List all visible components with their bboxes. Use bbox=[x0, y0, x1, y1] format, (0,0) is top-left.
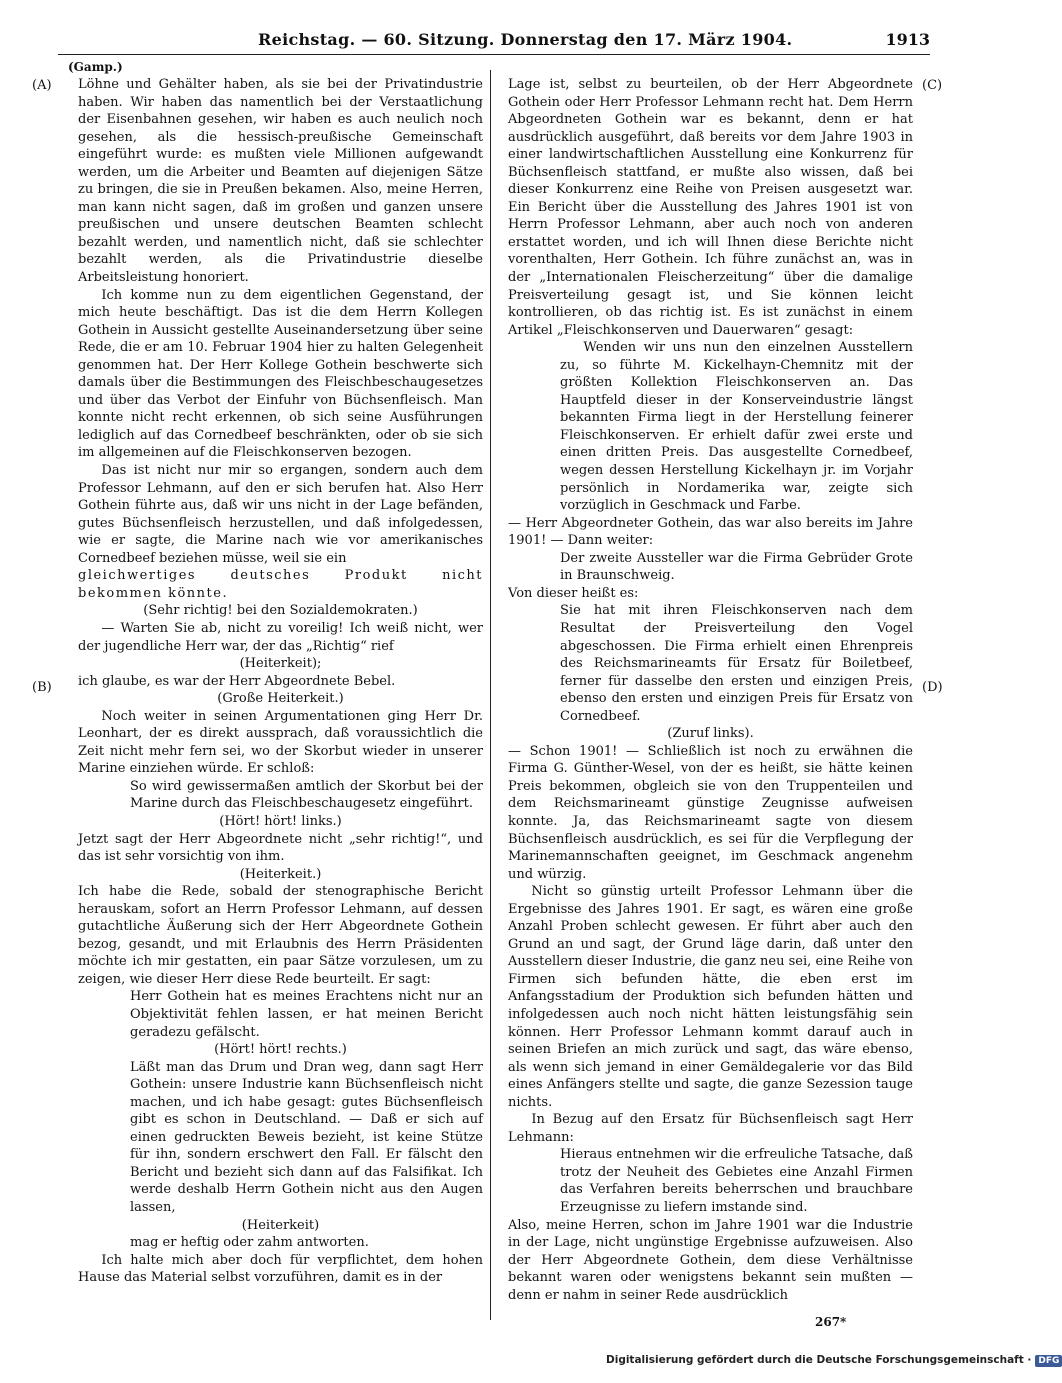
dfg-logo: DFG bbox=[1035, 1355, 1062, 1367]
right-paragraph: Also, meine Herren, schon im Jahre 1901 war die Industrie in der Lage, nicht ungünstige Ergebnisse aufzuweisen. Also der Herr Abgeordnete Gothein, dem diese Verhältnisse bekannt waren oder wenigstens bekannt sein mußten — denn er nahm in seiner Rede ausdrücklich bbox=[508, 1217, 913, 1303]
left-paragraph: (Hört! hört! links.) bbox=[219, 813, 342, 829]
right-paragraph: Nicht so günstig urteilt Professor Lehmann über die Ergebnisse des Jahres 1901. Er sagt, es wären eine große Anzahl Proben schlecht gewesen. Er führt aber auch den Grund an und sagt, der Grund läge darin, daß unter den Ausstellern dieser Industrie, die ganz neu sei, eine Reihe von Firmen sich befunden hätte, die eben erst im Anfangsstadium der Produktion sich befunden hätten und infolgedessen auch noch nicht hätten leistungsfähig sein können. Herr Professor Lehmann kommt darauf auch in seinen Briefen an mich zurück und sagt, das wäre ebenso, als wenn sich jemand in einer Gemäldegalerie vor das Bild eines Anfängers stellte und sagte, die ganze Sezession tauge nichts. bbox=[508, 884, 913, 1110]
right-paragraph: Sie hat mit ihren Fleischkonserven nach dem Resultat der Preisverteilung den Vogel abgeschossen. Die Firma erhielt einen Ehrenpreis des Reichsmarineamts für Ersatz für Boiletbeef, ferner für dasselbe den ersten und einzigen Preis, ebenso den ersten und einzigen Preis für Ersatz von Cornedbeef. bbox=[560, 603, 913, 724]
header-rule bbox=[58, 54, 930, 55]
left-paragraph: So wird gewissermaßen amtlich der Skorbut bei der Marine durch das Fleischbeschaugesetz eingeführt. bbox=[130, 778, 483, 812]
margin-mark-d: (D) bbox=[922, 680, 943, 695]
left-paragraph: Löhne und Gehälter haben, als sie bei der Privatindustrie haben. Wir haben das namentlich bei der Verstaatlichung der Eisenbahnen gesehen, wir haben es auch neulich noch gesehen, als die hessisch-preußische Gemeinschaft eingeführt wurde: es mußten viele Millionen aufgewandt werden, um die Arbeiter und Beamten auf diejenigen Sätze zu bringen, die sie in Preußen bekamen. Also, meine Herren, man kann nicht sagen, daß im großen und ganzen unsere preußischen und unsere deutschen Beamten schlecht bezahlt werden, und namentlich nicht, daß sie schlechter bezahlt werden, als die Privatindustrie dieselbe Arbeitsleistung honoriert. bbox=[78, 77, 483, 286]
left-paragraph: mag er heftig oder zahm antworten. bbox=[130, 1235, 369, 1251]
left-paragraph: — Warten Sie ab, nicht zu voreilig! Ich weiß nicht, wer der jugendliche Herr war, der das „Richtig“ rief bbox=[78, 620, 483, 654]
right-paragraph: Wenden wir uns nun den einzelnen Ausstellern zu, so führte M. Kickelhayn-Chemnitz mit der größten Kollektion Fleischkonserven an. Das Hauptfeld dieser in der Konserveindustrie längst bekannten Firma liegt in der Herstellung feinerer Fleischkonserven. Er erhielt dafür zwei erste und einen dritten Preis. Das ausgestellte Cornedbeef, wegen dessen Herstellung Kickelhayn jr. im Vorjahr persönlich in Nordamerika war, zeigte sich vorzüglich in Geschmack und Farbe. bbox=[560, 340, 913, 514]
left-paragraph: Ich habe die Rede, sobald der stenographische Bericht herauskam, sofort an Herrn Professor Lehmann, auf dessen gutachtliche Äußerung sich der Herr Abgeordnete Gothein bezog, gesandt, und mit Erlaubnis des Herrn Präsidenten möchte ich mir gestatten, ein paar Sätze vorzulesen, um zu zeigen, wie dieser Herr diese Rede beurteilt. Er sagt: bbox=[78, 884, 483, 987]
right-paragraph: — Schon 1901! — Schließlich ist noch zu erwähnen die Firma G. Günther-Wesel, von der es heißt, sie hätte keinen Preis bekommen, obgleich sie von den Truppenteilen und dem Reichsmarineamt günstige Zeugnisse aufweisen konnte. Ja, das Reichsmarineamt sagte von diesem Büchsenfleisch ausdrücklich, es sei für die Verpflegung der Marinemannschaften geeignet, im Geschmack angenehm und würzig. bbox=[508, 743, 913, 882]
page-number: 1913 bbox=[885, 30, 930, 49]
sheet-signature: 267* bbox=[815, 1315, 847, 1329]
right-paragraph: Von dieser heißt es: bbox=[508, 585, 639, 601]
left-paragraph: (Heiterkeit) bbox=[241, 1217, 320, 1233]
right-paragraph: Lage ist, selbst zu beurteilen, ob der Herr Abgeordnete Gothein oder Herr Professor Lehmann recht hat. Dem Herrn Abgeordneten Gothein war es bekannt, denn er hat ausdrücklich ausgeführt, daß bereits vor dem Jahre 1903 in einer landwirtschaftlichen Ausstellung eine Konkurrenz für Büchsenfleisch stattfand, er mußte also wissen, daß bei dieser Konkurrenz eine Reihe von Preisen ausgesetzt war. Ein Bericht über die Ausstellung des Jahres 1901 ist von Herrn Professor Lehmann, aber auch noch von anderen erstattet worden, und ich will Ihnen diese Berichte nicht vorenthalten, Herr Gothein. Ich führe zunächst an, was in der „Internationalen Fleischerzeitung“ über die damalige Preisverteilung gesagt ist, und Sie können leicht kontrollieren, ob das richtig ist. Es ist zunächst in einem Artikel „Fleischkonserven und Dauerwaren“ gesagt: bbox=[508, 77, 913, 338]
left-paragraph: (Heiterkeit.) bbox=[239, 866, 322, 882]
left-paragraph: Läßt man das Drum und Dran weg, dann sagt Herr Gothein: unsere Industrie kann Büchsenfleisch nicht machen, und ich habe gesagt: gutes Büchsenfleisch gibt es schon in Deutschland. — Daß er sich auf einen gedruckten Beweis bezieht, ist keine Stütze für ihn, sondern erschwert den Fall. Er fälscht den Bericht und bezieht sich dann auf das Falsifikat. Ich werde deshalb Herrn Gothein nicht aus den Augen lassen, bbox=[130, 1059, 483, 1215]
left-paragraph: Ich halte mich aber doch für verpflichtet, dem hohen Hause das Material selbst vorzuführen, damit es in der bbox=[78, 1252, 483, 1286]
margin-mark-c: (C) bbox=[922, 78, 943, 93]
left-paragraph: (Hört! hört! rechts.) bbox=[214, 1042, 347, 1058]
right-paragraph: Hieraus entnehmen wir die erfreuliche Tatsache, daß trotz der Neuheit des Gebietes eine Anzahl Firmen das Verfahren bereits beherrschen und brauchbare Erzeugnisse zu liefern imstande sind. bbox=[560, 1147, 913, 1215]
left-paragraph: ich glaube, es war der Herr Abgeordnete Bebel. bbox=[78, 673, 396, 689]
footer-text: Digitalisierung gefördert durch die Deutsche Forschungsgemeinschaft · bbox=[606, 1354, 1032, 1366]
left-paragraph: Jetzt sagt der Herr Abgeordnete nicht „sehr richtig!“, und das ist sehr vorsichtig von ihm. bbox=[78, 831, 483, 865]
left-paragraph: (Große Heiterkeit.) bbox=[217, 691, 344, 707]
right-paragraph: Der zweite Aussteller war die Firma Gebrüder Grote in Braunschweig. bbox=[560, 550, 913, 584]
column-divider bbox=[490, 70, 491, 1320]
right-paragraph: — Herr Abgeordneter Gothein, das war also bereits im Jahre 1901! — Dann weiter: bbox=[508, 515, 913, 549]
left-paragraph: Ich komme nun zu dem eigentlichen Gegenstand, der mich heute beschäftigt. Das ist die dem Herrn Kollegen Gothein in Aussicht gestellte Auseinandersetzung über seine Rede, die er am 10. Februar 1904 hier zu halten Gelegenheit genommen hat. Der Herr Kollege Gothein beschwerte sich damals über die Bestimmungen des Fleischbeschaugesetzes und über das Verbot der Einfuhr von Büchsenfleisch. Man konnte nicht recht erkennen, ob sich seine Ausführungen lediglich auf das Cornedbeef beschränkten, oder ob sie sich im allgemeinen auf die Fleischkonserven bezogen. bbox=[78, 287, 483, 461]
margin-mark-b: (B) bbox=[32, 680, 52, 695]
right-column bbox=[508, 76, 913, 1304]
footer-credit bbox=[606, 1354, 1062, 1367]
left-paragraph: Das ist nicht nur mir so ergangen, sondern auch dem Professor Lehmann, auf den er sich berufen hat. Also Herr Gothein führte aus, daß wir uns nicht in der Lage befänden, gutes Büchsenfleisch herzustellen, und daß infolgedessen, wie er sagte, die Marine nach wie vor amerikanisches Cornedbeef beziehen müsse, weil sie ein bbox=[78, 463, 483, 566]
header-title: Reichstag. — 60. Sitzung. Donnerstag den 17. März 1904. bbox=[258, 30, 793, 49]
margin-mark-a: (A) bbox=[32, 78, 52, 93]
right-paragraph: In Bezug auf den Ersatz für Büchsenfleisch sagt Herr Lehmann: bbox=[508, 1112, 913, 1145]
left-paragraph: Herr Gothein hat es meines Erachtens nicht nur an Objektivität fehlen lassen, er hat meinen Bericht geradezu gefälscht. bbox=[130, 989, 483, 1040]
left-column bbox=[78, 76, 483, 1287]
speaker-name: (Gamp.) bbox=[68, 60, 123, 74]
left-paragraph: gleichwertiges deutsches Produkt nicht bekommen könnte. bbox=[78, 568, 483, 601]
running-header bbox=[58, 30, 930, 54]
right-paragraph: (Zuruf links). bbox=[667, 726, 754, 742]
left-paragraph: (Sehr richtig! bei den Sozialdemokraten.) bbox=[143, 603, 418, 619]
left-paragraph: (Heiterkeit); bbox=[239, 656, 322, 672]
left-paragraph: Noch weiter in seinen Argumentationen ging Herr Dr. Leonhart, der es direkt aussprach, daß voraussichtlich die Zeit nicht mehr fern sei, wo der Skorbut wieder in unserer Marine einziehen würde. Er schloß: bbox=[78, 708, 483, 777]
